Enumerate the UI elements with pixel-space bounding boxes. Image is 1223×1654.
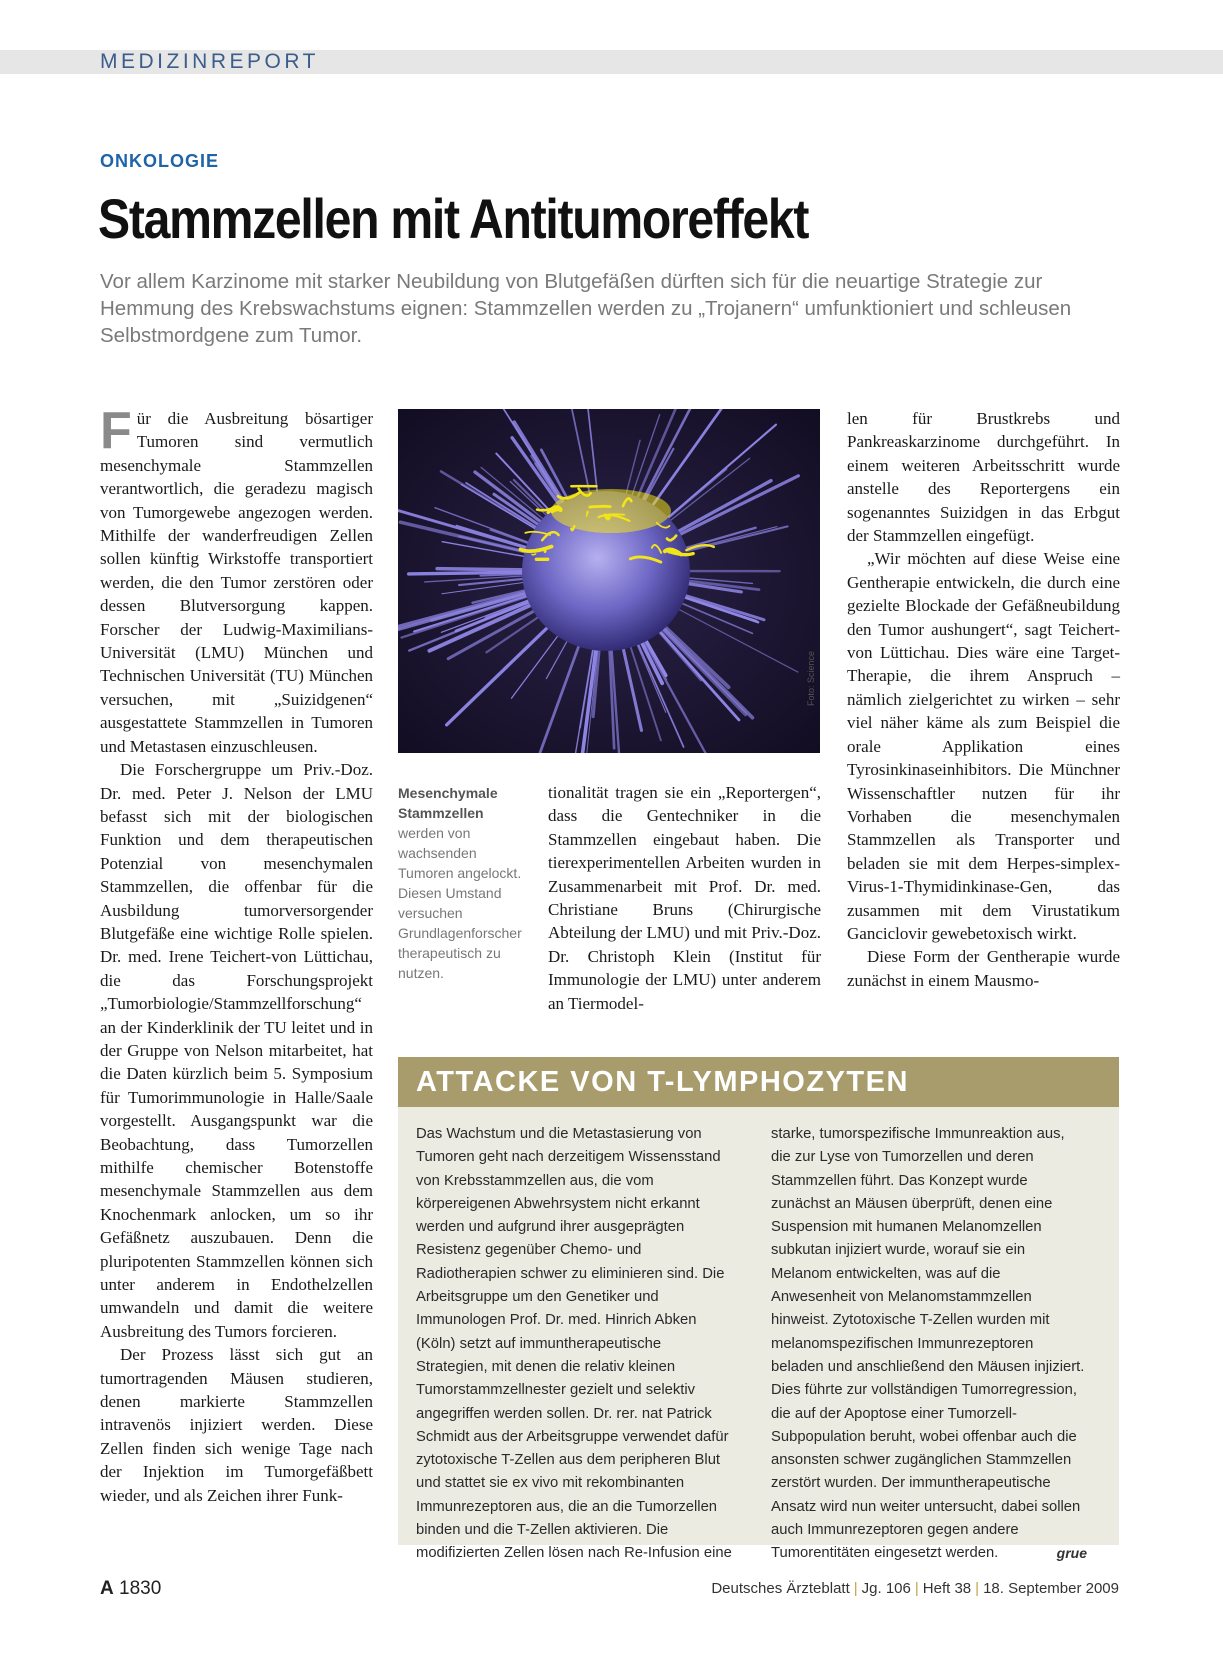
paragraph-text: ür die Ausbreitung bösartiger Tumoren sind vermutlich mesenchymale Stammzellen verantwortlich, die geradezu magisch von Tumorgewebe angezogen werden. Mithilfe der wanderfreudigen Zellen sollen künftig Wirkstoffe transportiert werden, die den Tumor zerstören oder dessen Blutversorgung kappen. Forscher der Ludwig-Maximilians-Universität (LMU) München und Technischen Universität (TU) München versuchen, mit „Suizidgenen“ ausgestattete Stammzellen in Tumoren und Metastasen einzuschleusen. <box>100 409 373 756</box>
caption-text: werden von wachsenden Tumoren angelockt. Diesen Umstand versuchen Grundlagenforscher therapeutisch zu nutzen. <box>398 825 522 981</box>
author-signature: grue <box>1056 1545 1087 1562</box>
filopodium <box>409 572 536 574</box>
caption-bold: Mesenchymale Stammzellen <box>398 785 498 821</box>
info-box <box>398 1057 1119 1562</box>
text-column-1 <box>100 407 373 1555</box>
paragraph: tionalität tragen sie ein „Reportergen“, dass die Gentechniker in die Stammzellen eingebaut haben. Die tierexperimentellen Arbeiten wurden in Zusammenarbeit mit Prof. Dr. med. Christiane Bruns (Chirurgische Abteilung der LMU) und mit Priv.-Doz. Dr. Christoph Klein (Institut für Immunologie der LMU) unter anderem an Tiermodel- <box>548 783 821 1013</box>
highlight-blob <box>551 489 671 533</box>
highlight-strand <box>532 554 536 555</box>
section-label: MEDIZINREPORT <box>100 50 319 73</box>
photo-credit: Foto: Science <box>806 650 816 706</box>
article-kicker: ONKOLOGIE <box>100 151 220 171</box>
filopodium <box>437 569 536 570</box>
dropcap: F <box>100 407 132 460</box>
paragraph <box>100 407 373 758</box>
paragraph: Das Wachstum und die Metastasierung von Tumoren geht nach derzeitigem Wissensstand von Krebsstammzellen aus, die vom körpereigenen Abwehrsystem nicht erkannt werden und aufgrund ihrer ausgeprägten Resistenz gegenüber Chemo- und Radiotherapien schwer zu eliminieren sind. Die Arbeitsgruppe um den Genetiker und Immunologen Prof. Dr. med. Hinrich Abken (Köln) setzt auf immuntherapeutische Strategien, mit denen die relativ kleinen Tumorstammzellnester gezielt und selektiv angegriffen werden sollen. Dr. rer. nat Patrick Schmidt aus der Arbeitsgruppe verwendet dafür zytotoxische T-Zellen aus dem peripheren Blut und stattet sie ex vivo mit rekombinanten Immunrezeptoren aus, die an die Tumorzellen binden und die T-Zellen aktivieren. Die modifizierten Zellen lösen nach Re-Infusion eine <box>416 1126 732 1562</box>
stem-cell-photo <box>398 409 820 753</box>
article-lead: Vor allem Karzinome mit starker Neubildung von Blutgefäßen dürften sich für die neuartige Strategie zur Hemmung des Krebswachstums eignen: Stammzellen werden zu „Trojanern“ umfunktioniert und schleusen Selbstmordgene zum Tumor. <box>100 270 1072 347</box>
text-column-3 <box>847 407 1120 992</box>
info-box-title: ATTACKE VON T-LYMPHOZYTEN <box>398 1057 1119 1107</box>
page-prefix: A <box>100 1578 114 1599</box>
article-title: Stammzellen mit Antitumoreffekt <box>98 187 809 250</box>
page-number <box>100 1578 161 1600</box>
page-number-value: 1830 <box>119 1578 162 1599</box>
journal-issue: Heft 38 <box>922 1580 972 1597</box>
paragraph <box>771 1123 1087 1566</box>
figure-caption <box>398 783 530 983</box>
paragraph: „Wir möchten auf diese Weise eine Gentherapie entwickeln, die durch eine gezielte Blockade der Gefäßneubildung den Tumor aushungert“, sagt Teichert-von Lüttichau. Dies wäre eine Target-Therapie, die ihrem Anspruch – nämlich zielgerichtet zu wirken – sehr viel näher käme als zum Beispiel die orale Applikation eines Tyrosinkinaseinhibitors. Die Münchner Wissenschaftler nutzen für ihr Vorhaben die mesenchymalen Stammzellen als Transporter und beladen sie mit dem Herpes-simplex-Virus-1-Thymidinkinase-Gen, das zusammen mit dem Virustatikum Ganciclovir gewebetoxisch wirkt. <box>847 549 1120 943</box>
paragraph: Der Prozess lässt sich gut an tumortragenden Mäusen studieren, denen markierte Stammzellen intravenös injiziert werden. Diese Zellen finden sich wenige Tage nach der Injektion im Tumorgefäßbett wieder, und als Zeichen ihrer Funk- <box>100 1345 373 1505</box>
journal-info: Deutsches Ärzteblatt | Jg. 106 | Heft 38 | 18. September 2009 <box>711 1580 1119 1597</box>
paragraph: Die Forschergruppe um Priv.-Doz. Dr. med. Peter J. Nelson der LMU befasst sich mit der biologischen Funktion und dem therapeutischen Potenzial von mesenchymalen Stammzellen, die offenbar für die Ausbildung tumorversorgender Blutgefäße eine wichtige Rolle spielen. Dr. med. Irene Teichert-von Lüttichau, die das Forschungsprojekt „Tumorbiologie/Stammzellforschung“ an der Kinderklinik der TU leitet und in der Gruppe von Nelson mitarbeitet, hat die Daten kürzlich beim 5. Symposium für Tumorimmunologie in Halle/Saale vorgestellt. Ausgangspunkt war die Beobachtung, dass Tumorzellen mithilfe chemischer Botenstoffe mesenchymale Stammzellen aus dem Knochenmark anlocken, um so ihr Gefäßnetz auszubauen. Denn die pluripotenten Stammzellen können sich unter anderem in Endothelzellen umwandeln und damit die weitere Ausbreitung des Tumors forcieren. <box>100 760 373 1341</box>
journal-date: 18. September 2009 <box>983 1580 1119 1597</box>
journal-volume: Jg. 106 <box>861 1580 911 1597</box>
text-column-2 <box>548 781 821 1015</box>
paragraph: Diese Form der Gentherapie wurde zunächst in einem Mausmo- <box>847 947 1120 990</box>
info-box-column-2 <box>771 1123 1087 1566</box>
info-box-column-1 <box>416 1123 732 1566</box>
paragraph-text: starke, tumorspezifische Immunreaktion aus, die zur Lyse von Tumorzellen und deren Stammzellen führt. Das Konzept wurde zunächst an Mäusen überprüft, denen eine Suspension mit humanen Melanomzellen subkutan injiziert wurde, worauf sie ein Melanom entwickelten, was auf die Anwesenheit von Melanomstammzellen hinweist. Zytotoxische T-Zellen wurden mit melanomspezifischen Immunrezeptoren beladen und anschließend den Mäusen injiziert. Dies führte zur vollständigen Tumorregression, die auf der Apoptose einer Tumorzell-Subpopulation beruht, wobei offenbar auch die ansonsten schwer zugänglichen Stammzellen zerstört wurden. Der immuntherapeutische Ansatz wird nun weiter untersucht, dabei sollen auch Immunrezeptoren gegen andere Tumorentitäten eingesetzt werden. <box>771 1126 1085 1562</box>
stem-cell-illustration <box>398 409 820 753</box>
journal-name: Deutsches Ärzteblatt <box>711 1580 850 1597</box>
paragraph: len für Brustkrebs und Pankreaskarzinome durchgeführt. In einem weiteren Arbeitsschritt wurde anstelle des Reportergens ein sogenanntes Suizidgen in das Erbgut der Stammzellen eingefügt. <box>847 409 1120 546</box>
